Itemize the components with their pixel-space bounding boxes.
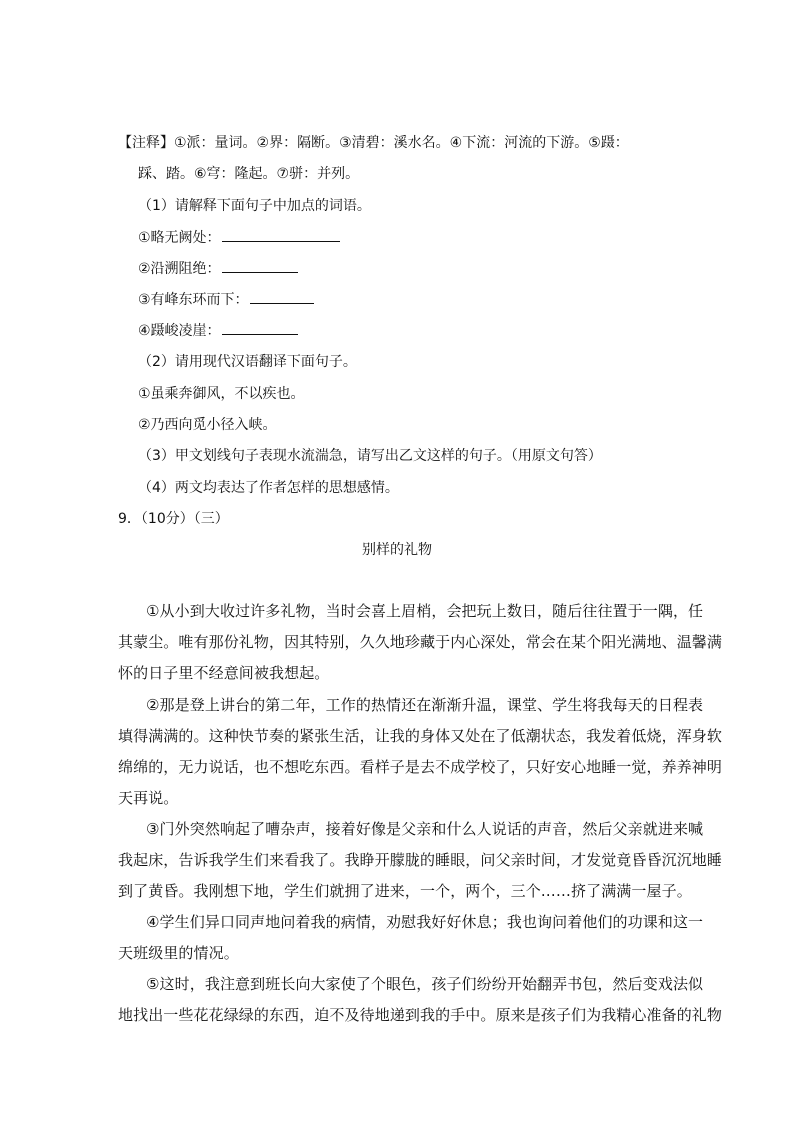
question-3-prompt: （3）甲文划线句子表现水流湍急，请写出乙文这样的句子。（用原文句答） — [138, 448, 602, 464]
article-line: 我起床，告诉我学生们来看我了。我睁开朦胧的睡眼，问父亲时间，才发觉竟昏昏沉沉地睡 — [118, 851, 723, 869]
article-title: 别样的礼物 — [362, 542, 432, 558]
answer-blank[interactable] — [250, 290, 314, 304]
article-line: 填得满满的。这种快节奏的紧张生活，让我的身体又处在了低潮状态，我发着低烧，浑身软 — [118, 727, 723, 745]
question-1-item-2 — [138, 259, 298, 279]
question-1-item-4 — [138, 321, 298, 341]
question-4-prompt: （4）两文均表达了作者怎样的思想感情。 — [138, 480, 399, 496]
article-line: ④学生们异口同声地问着我的病情，劝慰我好好休息；我也询问着他们的功课和这一 — [146, 913, 704, 931]
notes-line-1: 【注释】①派：量词。②界：隔断。③清碧：溪水名。④下流：河流的下游。⑤蹑： — [118, 135, 629, 151]
article-line: 地找出一些花花绿绿的东西，迫不及待地递到我的手中。原来是孩子们为我精心准备的礼物 — [118, 1006, 723, 1024]
article-line: 绵绵的，无力说话，也不想吃东西。看样子是去不成学校了，只好安心地睡一觉，养养神明 — [118, 758, 723, 776]
question-1-item-1-text: ①略无阙处： — [138, 230, 221, 246]
article-line: 天班级里的情况。 — [118, 944, 239, 962]
question-9-header: 9．（10分）（三） — [118, 511, 229, 527]
article-line: ②那是登上讲台的第二年，工作的热情还在渐渐升温，课堂、学生将我每天的日程表 — [146, 696, 704, 714]
question-1-item-3 — [138, 290, 314, 310]
article-line: ⑤这时，我注意到班长向大家使了个眼色，孩子们纷纷开始翻弄书包，然后变戏法似 — [146, 975, 704, 993]
question-1-item-4-text: ④蹑峻凌崖： — [138, 323, 221, 339]
question-2-item-1: ①虽乘奔御风，不以疾也。 — [138, 386, 305, 402]
article-line: 其蒙尘。唯有那份礼物，因其特别，久久地珍藏于内心深处，常会在某个阳光满地、温馨满 — [118, 633, 723, 651]
notes-line-2: 踩、踏。⑥穹：隆起。⑦骈：并列。 — [138, 166, 360, 182]
question-2-prompt: （2）请用现代汉语翻译下面句子。 — [138, 354, 357, 370]
question-1-prompt: （1）请解释下面句子中加点的词语。 — [138, 198, 371, 214]
question-1-item-3-text: ③有峰东环而下： — [138, 292, 249, 308]
answer-blank[interactable] — [222, 321, 298, 335]
article-line: 怀的日子里不经意间被我想起。 — [118, 664, 330, 682]
question-1-item-2-text: ②沿溯阻绝： — [138, 261, 221, 277]
answer-blank[interactable] — [222, 228, 340, 242]
question-2-item-2: ②乃西向觅小径入峡。 — [138, 417, 277, 433]
article-line: ③门外突然响起了嘈杂声，接着好像是父亲和什么人说话的声音，然后父亲就进来喊 — [146, 820, 704, 838]
question-1-item-1 — [138, 228, 340, 248]
article-line: 天再说。 — [118, 789, 179, 807]
article-line: 到了黄昏。我刚想下地，学生们就拥了进来，一个，两个，三个……挤了满满一屋子。 — [118, 882, 692, 900]
answer-blank[interactable] — [222, 259, 298, 273]
article-line: ①从小到大收过许多礼物，当时会喜上眉梢，会把玩上数日，随后往往置于一隅，任 — [146, 602, 704, 620]
